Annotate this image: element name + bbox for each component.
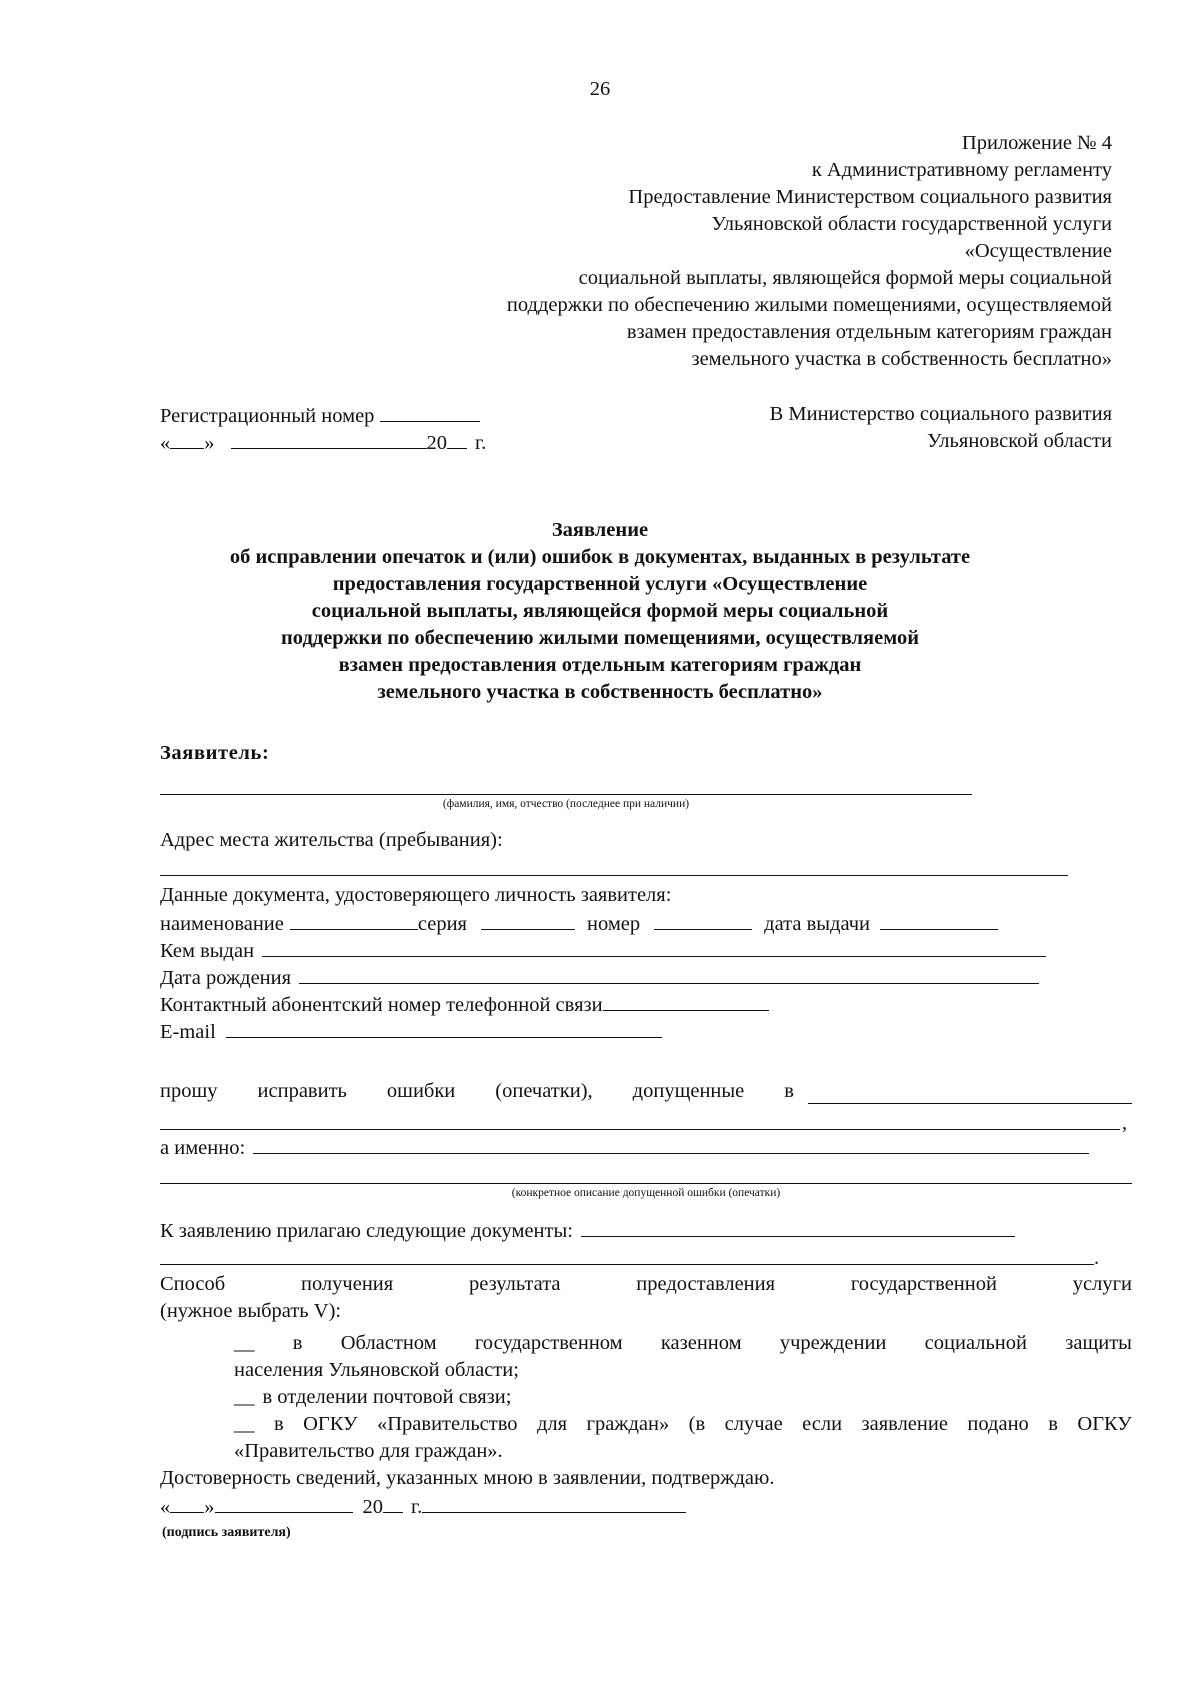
registration-month-field[interactable] [231, 428, 427, 449]
date-open-quote: « [160, 432, 171, 454]
doc-name-label: наименование [160, 913, 284, 935]
delivery-word: предоставления [636, 1273, 776, 1295]
option-word: в [273, 1413, 284, 1435]
option-continuation: «Правительство для граждан». [234, 1440, 503, 1462]
namely-label: а именно: [160, 1137, 246, 1159]
namely-field[interactable] [253, 1133, 1089, 1154]
option-checkbox-mark[interactable]: __ [234, 1413, 255, 1435]
applicant-label: Заявитель: [160, 742, 270, 764]
email-field[interactable] [226, 1017, 662, 1038]
signature-hint: (подпись заявителя) [162, 1525, 291, 1540]
error-description-field[interactable] [160, 1183, 1132, 1184]
option-word: (в [688, 1413, 706, 1435]
address-label: Адрес места жительства (пребывания): [160, 829, 503, 851]
error-description-hint: (конкретное описание допущенной ошибки (опечатки) [511, 1187, 781, 1199]
signature-close-quote: » [204, 1496, 215, 1518]
appendix-line: Приложение № 4 [961, 132, 1112, 154]
request-comma: , [1122, 1112, 1128, 1134]
attachments-field[interactable] [581, 1216, 1015, 1237]
signature-field[interactable] [422, 1492, 686, 1513]
option-word: подано [967, 1413, 1029, 1435]
document-subtitle-line: земельного участка в собственность бесплатно» [377, 681, 823, 703]
signature-month-field[interactable] [215, 1492, 353, 1513]
delivery-line [160, 1271, 1132, 1298]
signature-day-field[interactable] [170, 1492, 204, 1513]
date-year-prefix: 20 [426, 432, 447, 454]
issued-by-row [160, 936, 1046, 965]
signature-open-quote: « [160, 1496, 171, 1518]
option-word: в [1048, 1413, 1058, 1435]
option-word: граждан» [586, 1413, 670, 1435]
option-word: «Правительство [376, 1413, 518, 1435]
birth-date-row [160, 963, 1039, 992]
issue-date-field[interactable] [880, 909, 998, 930]
signature-year-prefix: 20 [362, 1496, 383, 1518]
id-document-label: Данные документа, удостоверяющего личность заявителя: [160, 884, 672, 906]
issued-by-label: Кем выдан [160, 940, 255, 962]
address-field[interactable] [160, 875, 1068, 876]
series-label: серия [417, 913, 467, 935]
date-year-suffix: г. [475, 432, 487, 454]
delivery-word: получения [300, 1273, 394, 1295]
attachments-row [160, 1216, 1015, 1245]
date-close-quote: » [204, 432, 215, 454]
document-subtitle-line: предоставления государственной услуги «Осуществление [332, 573, 868, 595]
option-word: социальной [924, 1332, 1027, 1354]
delivery-note: (нужное выбрать V): [160, 1300, 342, 1322]
request-word: исправить [257, 1080, 347, 1102]
appendix-line: к Административному регламенту [811, 159, 1112, 181]
confirmation-text: Достоверность сведений, указанных мною в заявлении, подтверждаю. [160, 1467, 775, 1489]
applicant-name-field[interactable] [160, 794, 972, 795]
attachments-period: . [1094, 1247, 1100, 1269]
signature-year-suffix: г. [411, 1496, 423, 1518]
option-word: в [292, 1332, 303, 1354]
id-document-row [160, 909, 998, 938]
appendix-line: Предоставление Министерством социального развития [628, 186, 1112, 208]
option-checkbox-mark[interactable]: __ [234, 1386, 255, 1408]
appendix-line: поддержки по обеспечению жилыми помещениями, осуществляемой [506, 294, 1112, 316]
option-word: для [536, 1413, 568, 1435]
series-field[interactable] [481, 909, 575, 930]
page-number: 26 [589, 78, 611, 100]
option-word: случае [724, 1413, 783, 1435]
birth-date-label: Дата рождения [160, 967, 292, 989]
appendix-line: взамен предоставления отдельным категориям граждан [626, 321, 1112, 343]
issued-by-field[interactable] [262, 936, 1046, 957]
appendix-line: Ульяновской области государственной услуги [711, 213, 1112, 235]
attachments-field-continued[interactable] [160, 1264, 1094, 1265]
applicant-name-hint: (фамилия, имя, отчество (последнее при наличии) [442, 798, 690, 810]
option-word: учреждении [779, 1332, 887, 1354]
email-row [160, 1017, 662, 1046]
recipient-line: Ульяновской области [927, 430, 1112, 452]
request-word: допущенные [632, 1080, 745, 1102]
delivery-word: результата [469, 1273, 561, 1295]
option-text: в отделении почтовой связи; [262, 1386, 512, 1408]
number-field[interactable] [654, 909, 752, 930]
attachments-label: К заявлению прилагаю следующие документы: [160, 1220, 573, 1242]
delivery-option-government-for-citizens[interactable] [234, 1411, 1132, 1438]
registration-number-field[interactable] [380, 401, 480, 422]
delivery-option-post-office[interactable] [234, 1384, 511, 1411]
request-word: (опечатки), [495, 1080, 593, 1102]
option-word: государственном [474, 1332, 623, 1354]
option-checkbox-mark[interactable]: __ [234, 1332, 255, 1354]
phone-label: Контактный абонентский номер телефонной связи [160, 994, 603, 1016]
registration-year-field[interactable] [447, 428, 467, 449]
option-word: если [802, 1413, 843, 1435]
namely-row [160, 1133, 1089, 1162]
option-word: заявление [861, 1413, 948, 1435]
option-continuation: населения Ульяновской области; [234, 1359, 519, 1381]
appendix-line: «Осуществление [964, 240, 1112, 262]
delivery-word: Способ [160, 1273, 226, 1295]
delivery-word: государственной [850, 1273, 997, 1295]
request-document-field-continued[interactable] [160, 1129, 1120, 1130]
birth-date-field[interactable] [299, 963, 1039, 984]
recipient-line: В Министерство социального развития [769, 403, 1112, 425]
phone-field[interactable] [603, 990, 769, 1011]
registration-date [160, 428, 486, 457]
request-word: ошибки [386, 1080, 456, 1102]
registration-day-field[interactable] [170, 428, 204, 449]
registration-number [160, 401, 480, 430]
document-subtitle-line: поддержки по обеспечению жилыми помещениями, осуществляемой [280, 627, 920, 649]
signature-row [160, 1492, 686, 1521]
request-line [160, 1078, 794, 1105]
request-document-field[interactable] [808, 1103, 1132, 1104]
option-word: Областном [340, 1332, 437, 1354]
appendix-line: земельного участка в собственность бесплатно» [691, 348, 1112, 370]
phone-row [160, 990, 769, 1019]
document-subtitle-line: взамен предоставления отдельным категориям граждан [338, 654, 862, 676]
email-label: E-mail [160, 1021, 216, 1043]
registration-number-label: Регистрационный номер [160, 405, 375, 427]
option-word: казенном [660, 1332, 742, 1354]
document-subtitle-line: об исправлении опечаток и (или) ошибок в документах, выданных в результате [229, 546, 971, 568]
document-subtitle-line: социальной выплаты, являющейся формой меры социальной [311, 600, 889, 622]
request-word: в [784, 1080, 794, 1102]
issue-date-label: дата выдачи [764, 913, 871, 935]
delivery-word: услуги [1072, 1273, 1132, 1295]
option-word: защиты [1065, 1332, 1132, 1354]
delivery-option-regional-institution[interactable] [234, 1330, 1132, 1357]
request-word: прошу [160, 1080, 218, 1102]
option-word: ОГКУ [303, 1413, 358, 1435]
number-label: номер [587, 913, 641, 935]
doc-name-field[interactable] [290, 909, 418, 930]
signature-year-field[interactable] [383, 1492, 403, 1513]
option-word: ОГКУ [1077, 1413, 1132, 1435]
appendix-line: социальной выплаты, являющейся формой меры социальной [578, 267, 1112, 289]
document-title: Заявление [551, 519, 649, 541]
